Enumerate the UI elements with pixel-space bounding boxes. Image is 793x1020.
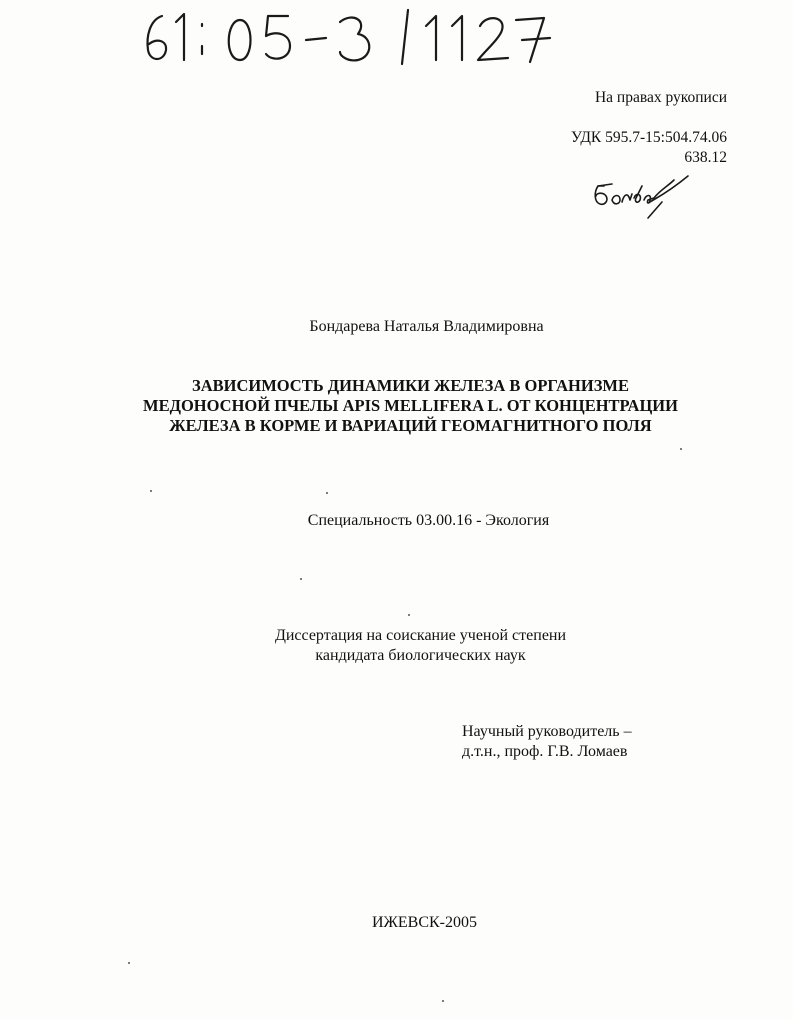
scan-speck <box>408 614 410 616</box>
scan-speck <box>326 492 328 494</box>
rights-notice: На правах рукописи <box>594 89 727 106</box>
author-name: Бондарева Наталья Владимировна <box>309 318 544 335</box>
supervisor-block <box>462 722 632 762</box>
scan-speck <box>680 448 682 450</box>
dissertation-title <box>14 376 793 436</box>
title-line-3: ЖЕЛЕЗА В КОРМЕ И ВАРИАЦИЙ ГЕОМАГНИТНОГО ПОЛЯ <box>169 416 652 435</box>
degree-statement <box>24 626 793 666</box>
scan-speck <box>300 578 302 580</box>
scan-speck <box>150 490 152 492</box>
degree-line-2: кандидата биологических наук <box>315 647 526 664</box>
supervisor-line-2: д.т.н., проф. Г.В. Ломаев <box>462 743 628 760</box>
title-line-1: ЗАВИСИМОСТЬ ДИНАМИКИ ЖЕЛЕЗА В ОРГАНИЗМЕ <box>191 376 630 395</box>
degree-line-1: Диссертация на соискание ученой степени <box>274 627 567 644</box>
specialty: Специальность 03.00.16 - Экология <box>307 512 550 529</box>
scan-speck <box>128 962 130 964</box>
city-year: ИЖЕВСК-2005 <box>371 914 477 931</box>
scan-speck <box>442 1000 444 1002</box>
udk-line-1: УДК 595.7-15:504.74.06 <box>570 129 727 146</box>
title-line-2: МЕДОНОСНОЙ ПЧЕЛЫ APIS MELLIFERA L. ОТ КОНЦЕНТРАЦИИ <box>143 396 678 415</box>
handwritten-signature <box>590 172 700 222</box>
handwritten-archive-code <box>140 6 570 66</box>
udk-line-2: 638.12 <box>684 149 727 166</box>
supervisor-line-1: Научный руководитель – <box>462 723 632 740</box>
udk-block <box>571 128 727 168</box>
